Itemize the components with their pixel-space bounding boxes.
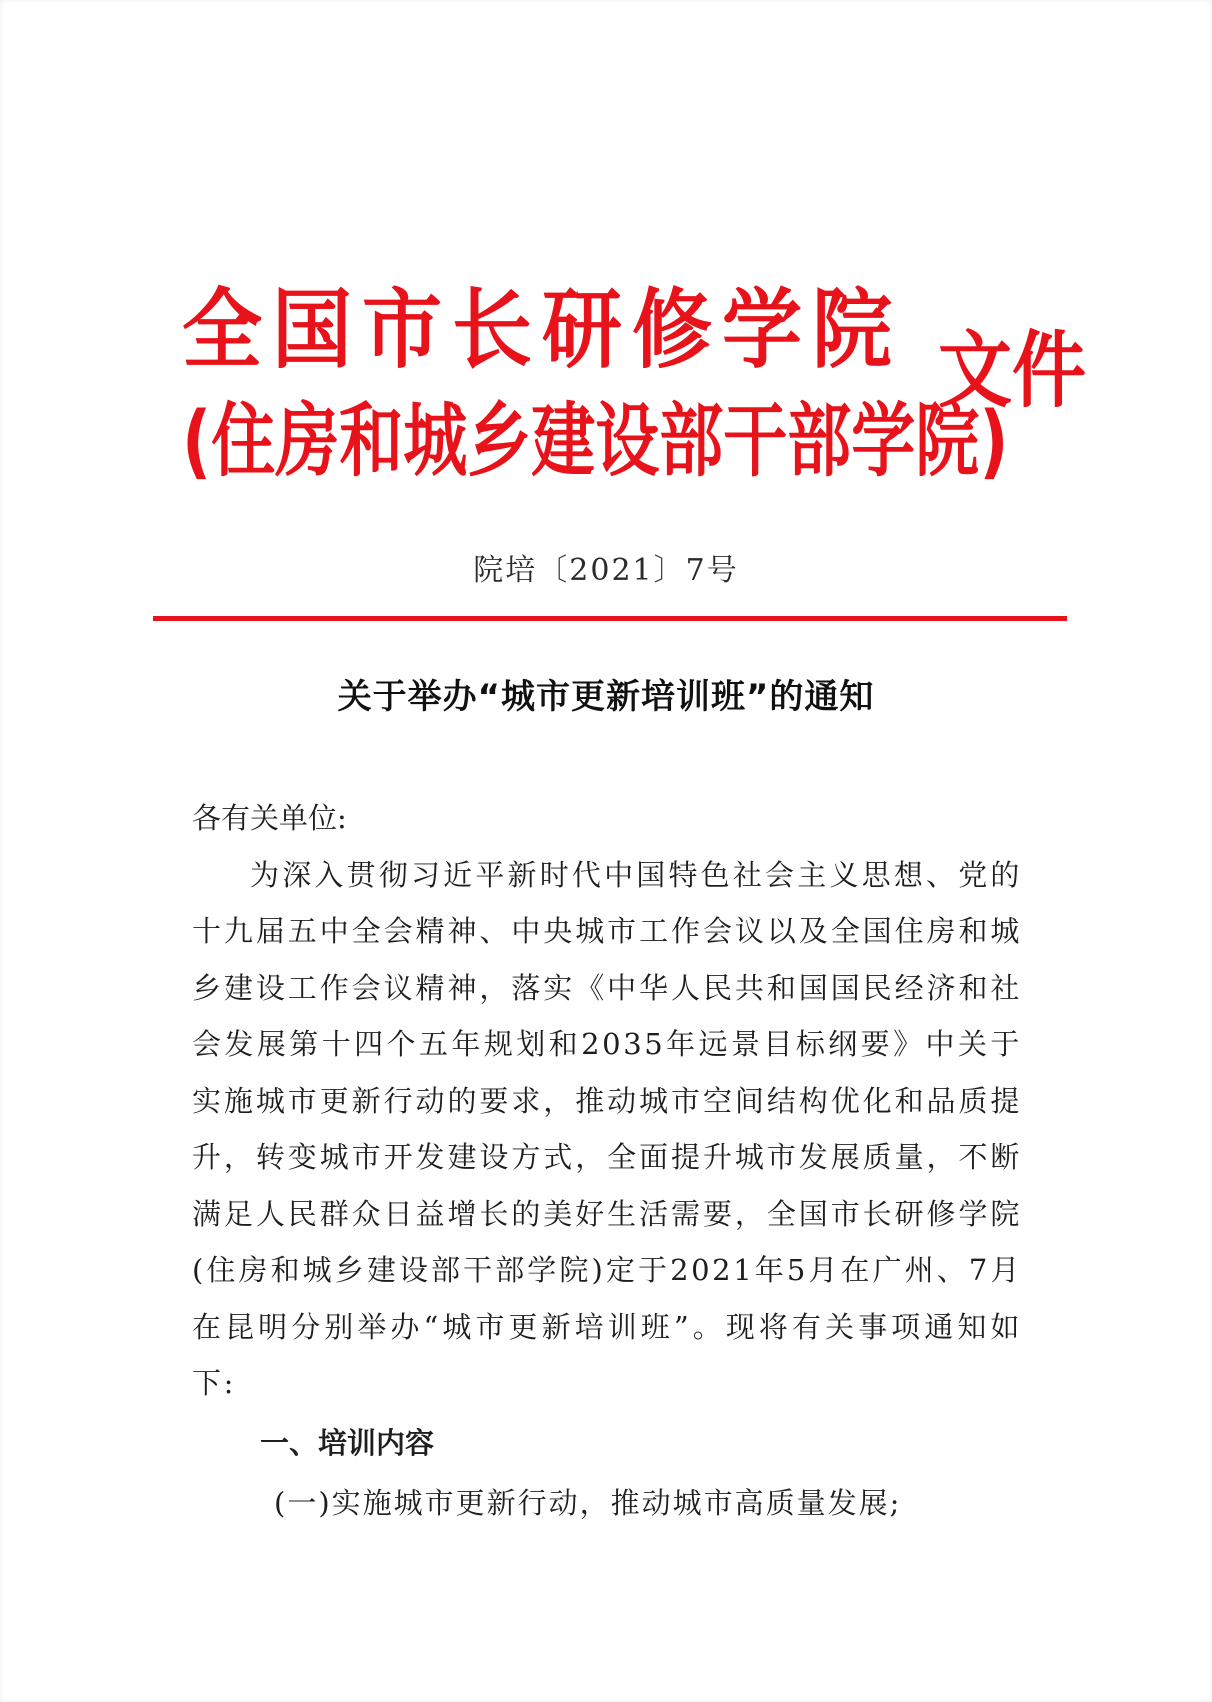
list-item: (一)实施城市更新行动，推动城市高质量发展; xyxy=(274,1485,902,1520)
notice-title: 关于举办“城市更新培训班”的通知 xyxy=(337,677,875,717)
salutation: 各有关单位: xyxy=(192,801,347,835)
issuer-name-line2: (住房和城乡建设部干部学院) xyxy=(182,395,1009,489)
red-divider-line xyxy=(153,616,1067,621)
document-type-label: 文件 xyxy=(938,322,1086,419)
document-number: 院培〔2021〕7号 xyxy=(473,553,739,588)
document-header xyxy=(182,279,1086,489)
section-heading-training-content: 一、培训内容 xyxy=(260,1425,435,1460)
issuer-name-line1: 全国市长研修学院 xyxy=(182,279,902,381)
body-paragraph: 为深入贯彻习近平新时代中国特色社会主义思想、党的十九届五中全会精神、中央城市工作会议以及全国住房和城乡建设工作会议精神，落实《中华人民共和国国民经济和社会发展第十四个五年规划和2035年远景目标纲要》中关于实施城市更新行动的要求，推动城市空间结构优化和品质提升，转变城市开发建设方式，全面提升城市发展质量，不断满足人民群众日益增长的美好生活需要，全国市长研修学院(住房和城乡建设部干部学院)定于2021年5月在广州、7月在昆明分别举办“城市更新培训班”。现将有关事项通知如下: xyxy=(192,857,1022,1400)
document-body xyxy=(192,790,1022,1532)
